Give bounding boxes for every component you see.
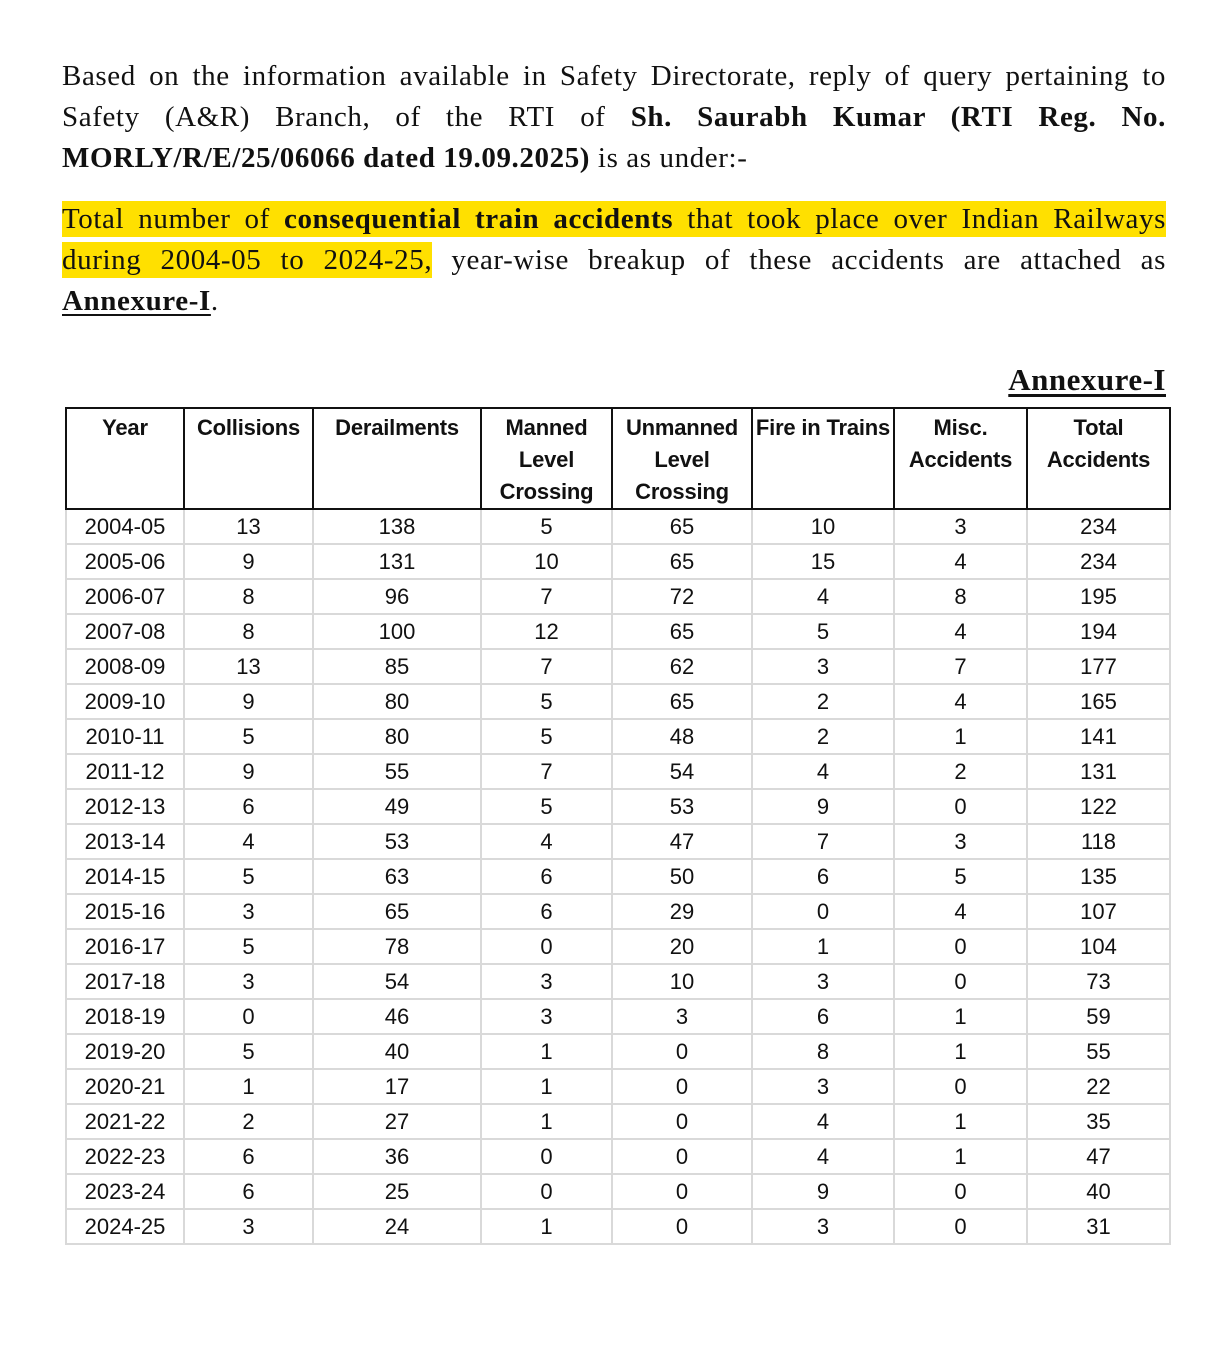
cell-unmanned-level-crossing: 0 xyxy=(612,1209,752,1244)
cell-manned-level-crossing: 5 xyxy=(481,789,612,824)
cell-year: 2021-22 xyxy=(66,1104,184,1139)
cell-fire-in-trains: 9 xyxy=(752,789,894,824)
cell-manned-level-crossing: 7 xyxy=(481,579,612,614)
cell-manned-level-crossing: 10 xyxy=(481,544,612,579)
highlight-text-2: that took place over Indian Railways during 2004-05 to 2024-25, xyxy=(62,203,1166,276)
table-row xyxy=(66,614,1170,649)
header-row xyxy=(66,408,1170,509)
cell-year: 2007-08 xyxy=(66,614,184,649)
cell-manned-level-crossing: 5 xyxy=(481,509,612,544)
cell-unmanned-level-crossing: 53 xyxy=(612,789,752,824)
cell-derailments: 17 xyxy=(313,1069,481,1104)
cell-derailments: 85 xyxy=(313,649,481,684)
cell-year: 2022-23 xyxy=(66,1139,184,1174)
cell-fire-in-trains: 3 xyxy=(752,964,894,999)
cell-derailments: 65 xyxy=(313,894,481,929)
table-header xyxy=(66,408,1170,509)
cell-misc-accidents: 0 xyxy=(894,1209,1027,1244)
intro-paragraph xyxy=(62,56,1166,179)
cell-manned-level-crossing: 7 xyxy=(481,649,612,684)
column-header-year: Year xyxy=(66,408,184,509)
cell-derailments: 100 xyxy=(313,614,481,649)
cell-manned-level-crossing: 1 xyxy=(481,1209,612,1244)
annexure-heading-wrap xyxy=(62,362,1166,402)
table-body xyxy=(66,509,1170,1244)
cell-fire-in-trains: 3 xyxy=(752,1209,894,1244)
column-header-total-accidents: Total Accidents xyxy=(1027,408,1170,509)
cell-fire-in-trains: 15 xyxy=(752,544,894,579)
cell-total-accidents: 104 xyxy=(1027,929,1170,964)
cell-fire-in-trains: 2 xyxy=(752,684,894,719)
cell-manned-level-crossing: 0 xyxy=(481,1139,612,1174)
cell-year: 2009-10 xyxy=(66,684,184,719)
cell-unmanned-level-crossing: 65 xyxy=(612,684,752,719)
cell-year: 2005-06 xyxy=(66,544,184,579)
cell-total-accidents: 107 xyxy=(1027,894,1170,929)
table-row xyxy=(66,1034,1170,1069)
cell-misc-accidents: 2 xyxy=(894,754,1027,789)
cell-unmanned-level-crossing: 50 xyxy=(612,859,752,894)
cell-unmanned-level-crossing: 65 xyxy=(612,614,752,649)
cell-misc-accidents: 0 xyxy=(894,929,1027,964)
cell-year: 2020-21 xyxy=(66,1069,184,1104)
cell-total-accidents: 55 xyxy=(1027,1034,1170,1069)
cell-year: 2014-15 xyxy=(66,859,184,894)
cell-derailments: 24 xyxy=(313,1209,481,1244)
cell-total-accidents: 195 xyxy=(1027,579,1170,614)
cell-year: 2004-05 xyxy=(66,509,184,544)
cell-collisions: 3 xyxy=(184,964,313,999)
cell-collisions: 3 xyxy=(184,1209,313,1244)
cell-year: 2006-07 xyxy=(66,579,184,614)
summary-text: year-wise breakup of these accidents are attached as xyxy=(432,244,1167,276)
column-header-collisions: Collisions xyxy=(184,408,313,509)
cell-fire-in-trains: 9 xyxy=(752,1174,894,1209)
cell-manned-level-crossing: 6 xyxy=(481,859,612,894)
cell-total-accidents: 73 xyxy=(1027,964,1170,999)
intro-text: Based on the information available in Safety Directorate, reply of query pertaining to Safety (A&R) Branch, of the RTI of xyxy=(62,60,1166,133)
table-row xyxy=(66,894,1170,929)
cell-derailments: 46 xyxy=(313,999,481,1034)
cell-derailments: 27 xyxy=(313,1104,481,1139)
cell-fire-in-trains: 0 xyxy=(752,894,894,929)
cell-collisions: 1 xyxy=(184,1069,313,1104)
table-row xyxy=(66,929,1170,964)
cell-total-accidents: 234 xyxy=(1027,544,1170,579)
cell-fire-in-trains: 6 xyxy=(752,859,894,894)
cell-collisions: 8 xyxy=(184,614,313,649)
cell-misc-accidents: 1 xyxy=(894,1139,1027,1174)
cell-misc-accidents: 4 xyxy=(894,544,1027,579)
cell-collisions: 5 xyxy=(184,1034,313,1069)
cell-manned-level-crossing: 0 xyxy=(481,1174,612,1209)
cell-unmanned-level-crossing: 0 xyxy=(612,1034,752,1069)
cell-derailments: 36 xyxy=(313,1139,481,1174)
cell-total-accidents: 122 xyxy=(1027,789,1170,824)
cell-manned-level-crossing: 7 xyxy=(481,754,612,789)
cell-fire-in-trains: 4 xyxy=(752,579,894,614)
rti-reference: Sh. Saurabh Kumar (RTI Reg. No. MORLY/R/E/25/06066 dated 19.09.2025) xyxy=(62,101,1166,174)
cell-misc-accidents: 7 xyxy=(894,649,1027,684)
cell-derailments: 25 xyxy=(313,1174,481,1209)
highlight-text-1: Total number of xyxy=(62,203,284,235)
table-row xyxy=(66,579,1170,614)
cell-unmanned-level-crossing: 65 xyxy=(612,509,752,544)
cell-collisions: 9 xyxy=(184,754,313,789)
cell-year: 2023-24 xyxy=(66,1174,184,1209)
table-row xyxy=(66,544,1170,579)
table-row xyxy=(66,964,1170,999)
cell-misc-accidents: 0 xyxy=(894,789,1027,824)
table-row xyxy=(66,1069,1170,1104)
table-row xyxy=(66,824,1170,859)
cell-derailments: 49 xyxy=(313,789,481,824)
cell-misc-accidents: 4 xyxy=(894,684,1027,719)
cell-collisions: 9 xyxy=(184,544,313,579)
cell-misc-accidents: 3 xyxy=(894,824,1027,859)
cell-collisions: 13 xyxy=(184,649,313,684)
cell-unmanned-level-crossing: 20 xyxy=(612,929,752,964)
cell-unmanned-level-crossing: 0 xyxy=(612,1139,752,1174)
cell-collisions: 5 xyxy=(184,929,313,964)
cell-derailments: 53 xyxy=(313,824,481,859)
cell-total-accidents: 35 xyxy=(1027,1104,1170,1139)
cell-year: 2019-20 xyxy=(66,1034,184,1069)
column-header-misc-accidents: Misc. Accidents xyxy=(894,408,1027,509)
cell-fire-in-trains: 8 xyxy=(752,1034,894,1069)
table-row xyxy=(66,1209,1170,1244)
cell-misc-accidents: 3 xyxy=(894,509,1027,544)
cell-year: 2024-25 xyxy=(66,1209,184,1244)
cell-misc-accidents: 1 xyxy=(894,719,1027,754)
cell-collisions: 6 xyxy=(184,1139,313,1174)
cell-misc-accidents: 1 xyxy=(894,1034,1027,1069)
cell-collisions: 5 xyxy=(184,859,313,894)
cell-total-accidents: 177 xyxy=(1027,649,1170,684)
cell-year: 2013-14 xyxy=(66,824,184,859)
cell-unmanned-level-crossing: 0 xyxy=(612,1104,752,1139)
cell-fire-in-trains: 3 xyxy=(752,649,894,684)
cell-misc-accidents: 8 xyxy=(894,579,1027,614)
cell-year: 2018-19 xyxy=(66,999,184,1034)
cell-unmanned-level-crossing: 0 xyxy=(612,1174,752,1209)
cell-derailments: 80 xyxy=(313,719,481,754)
summary-trailing: . xyxy=(210,285,219,317)
cell-collisions: 13 xyxy=(184,509,313,544)
cell-year: 2015-16 xyxy=(66,894,184,929)
cell-fire-in-trains: 4 xyxy=(752,1104,894,1139)
cell-collisions: 8 xyxy=(184,579,313,614)
column-header-fire-in-trains: Fire in Trains xyxy=(752,408,894,509)
cell-fire-in-trains: 4 xyxy=(752,1139,894,1174)
cell-total-accidents: 22 xyxy=(1027,1069,1170,1104)
cell-fire-in-trains: 3 xyxy=(752,1069,894,1104)
cell-unmanned-level-crossing: 10 xyxy=(612,964,752,999)
cell-unmanned-level-crossing: 54 xyxy=(612,754,752,789)
cell-unmanned-level-crossing: 47 xyxy=(612,824,752,859)
column-header-derailments: Derailments xyxy=(313,408,481,509)
cell-unmanned-level-crossing: 62 xyxy=(612,649,752,684)
column-header-manned-level-crossing: Manned Level Crossing xyxy=(481,408,612,509)
cell-manned-level-crossing: 6 xyxy=(481,894,612,929)
cell-total-accidents: 59 xyxy=(1027,999,1170,1034)
table-row xyxy=(66,1104,1170,1139)
cell-manned-level-crossing: 1 xyxy=(481,1069,612,1104)
cell-total-accidents: 165 xyxy=(1027,684,1170,719)
cell-derailments: 40 xyxy=(313,1034,481,1069)
cell-manned-level-crossing: 3 xyxy=(481,999,612,1034)
highlight-bold-term: consequential train accidents xyxy=(283,203,674,235)
cell-fire-in-trains: 10 xyxy=(752,509,894,544)
cell-year: 2017-18 xyxy=(66,964,184,999)
cell-total-accidents: 194 xyxy=(1027,614,1170,649)
cell-manned-level-crossing: 5 xyxy=(481,684,612,719)
cell-unmanned-level-crossing: 65 xyxy=(612,544,752,579)
cell-misc-accidents: 0 xyxy=(894,964,1027,999)
cell-total-accidents: 234 xyxy=(1027,509,1170,544)
cell-collisions: 6 xyxy=(184,1174,313,1209)
table-row xyxy=(66,1174,1170,1209)
cell-misc-accidents: 0 xyxy=(894,1069,1027,1104)
cell-fire-in-trains: 7 xyxy=(752,824,894,859)
cell-total-accidents: 40 xyxy=(1027,1174,1170,1209)
cell-collisions: 4 xyxy=(184,824,313,859)
cell-fire-in-trains: 2 xyxy=(752,719,894,754)
table-row xyxy=(66,789,1170,824)
document-body xyxy=(62,56,1166,402)
cell-collisions: 0 xyxy=(184,999,313,1034)
cell-fire-in-trains: 4 xyxy=(752,754,894,789)
cell-derailments: 96 xyxy=(313,579,481,614)
cell-collisions: 2 xyxy=(184,1104,313,1139)
cell-collisions: 3 xyxy=(184,894,313,929)
cell-manned-level-crossing: 1 xyxy=(481,1104,612,1139)
cell-unmanned-level-crossing: 3 xyxy=(612,999,752,1034)
summary-paragraph xyxy=(62,199,1166,322)
cell-derailments: 63 xyxy=(313,859,481,894)
cell-derailments: 131 xyxy=(313,544,481,579)
cell-misc-accidents: 1 xyxy=(894,1104,1027,1139)
cell-misc-accidents: 0 xyxy=(894,1174,1027,1209)
cell-derailments: 80 xyxy=(313,684,481,719)
cell-year: 2010-11 xyxy=(66,719,184,754)
cell-collisions: 6 xyxy=(184,789,313,824)
cell-manned-level-crossing: 0 xyxy=(481,929,612,964)
column-header-unmanned-level-crossing: Unmanned Level Crossing xyxy=(612,408,752,509)
cell-misc-accidents: 5 xyxy=(894,859,1027,894)
cell-derailments: 54 xyxy=(313,964,481,999)
accidents-table xyxy=(65,407,1171,1245)
cell-fire-in-trains: 6 xyxy=(752,999,894,1034)
cell-misc-accidents: 4 xyxy=(894,614,1027,649)
annexure-reference: Annexure-I xyxy=(62,285,211,317)
cell-unmanned-level-crossing: 72 xyxy=(612,579,752,614)
cell-manned-level-crossing: 4 xyxy=(481,824,612,859)
cell-collisions: 5 xyxy=(184,719,313,754)
cell-manned-level-crossing: 3 xyxy=(481,964,612,999)
cell-year: 2008-09 xyxy=(66,649,184,684)
cell-total-accidents: 31 xyxy=(1027,1209,1170,1244)
table-row xyxy=(66,509,1170,544)
annexure-title: Annexure-I xyxy=(1008,362,1166,397)
table-row xyxy=(66,684,1170,719)
cell-total-accidents: 135 xyxy=(1027,859,1170,894)
cell-misc-accidents: 1 xyxy=(894,999,1027,1034)
cell-total-accidents: 118 xyxy=(1027,824,1170,859)
cell-total-accidents: 141 xyxy=(1027,719,1170,754)
table-row xyxy=(66,649,1170,684)
cell-unmanned-level-crossing: 29 xyxy=(612,894,752,929)
cell-total-accidents: 131 xyxy=(1027,754,1170,789)
table-row xyxy=(66,719,1170,754)
table-row xyxy=(66,859,1170,894)
cell-fire-in-trains: 5 xyxy=(752,614,894,649)
cell-year: 2011-12 xyxy=(66,754,184,789)
table-row xyxy=(66,999,1170,1034)
cell-year: 2012-13 xyxy=(66,789,184,824)
cell-total-accidents: 47 xyxy=(1027,1139,1170,1174)
cell-manned-level-crossing: 5 xyxy=(481,719,612,754)
cell-fire-in-trains: 1 xyxy=(752,929,894,964)
cell-collisions: 9 xyxy=(184,684,313,719)
table-row xyxy=(66,1139,1170,1174)
cell-derailments: 55 xyxy=(313,754,481,789)
cell-unmanned-level-crossing: 48 xyxy=(612,719,752,754)
cell-manned-level-crossing: 1 xyxy=(481,1034,612,1069)
cell-manned-level-crossing: 12 xyxy=(481,614,612,649)
cell-misc-accidents: 4 xyxy=(894,894,1027,929)
table-row xyxy=(66,754,1170,789)
intro-text-end: is as under:- xyxy=(590,142,748,174)
cell-derailments: 138 xyxy=(313,509,481,544)
cell-unmanned-level-crossing: 0 xyxy=(612,1069,752,1104)
cell-year: 2016-17 xyxy=(66,929,184,964)
cell-derailments: 78 xyxy=(313,929,481,964)
